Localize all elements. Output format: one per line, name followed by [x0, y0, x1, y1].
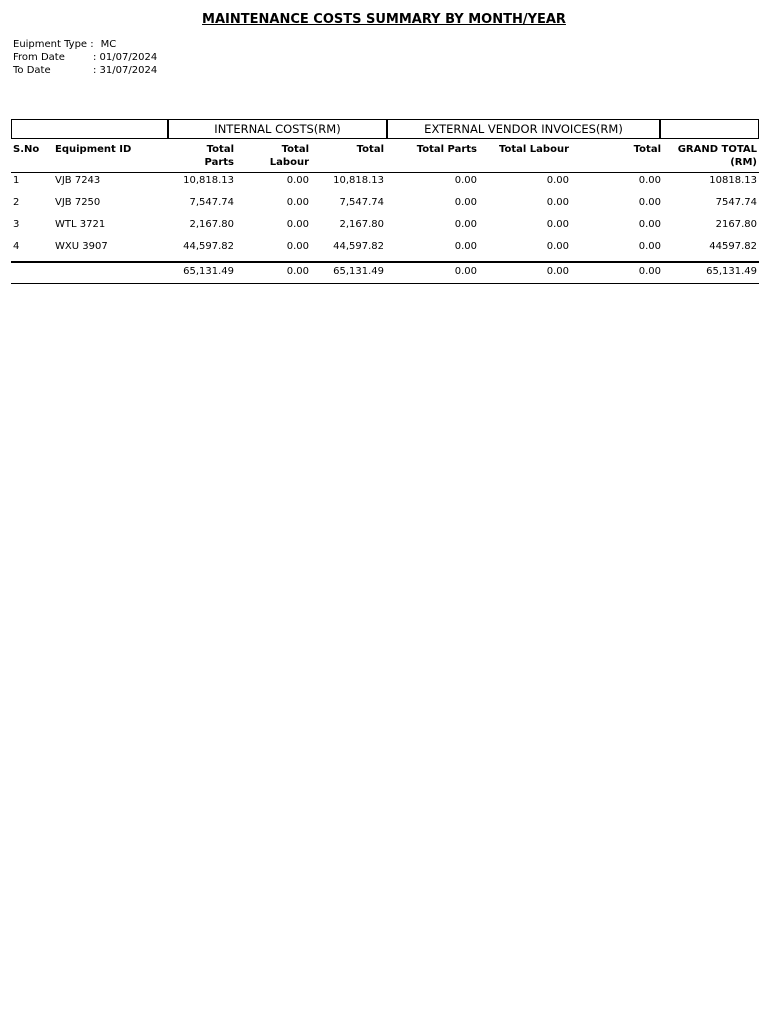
- cell-internal-labour: 0.00: [286, 175, 309, 186]
- filter-equipment-type: [13, 38, 157, 51]
- cell-grand-total: 7547.74: [715, 197, 757, 208]
- totals-row: [11, 262, 759, 284]
- cell-internal-total: 7,547.74: [339, 197, 384, 208]
- col-grand-total: GRAND TOTAL (RM): [663, 141, 759, 173]
- total-grand-total: 65,131.49: [663, 262, 759, 284]
- cost-table: [11, 141, 759, 284]
- total-internal-labour: 0.00: [236, 262, 311, 284]
- col-internal-total-labour: Total Labour: [236, 141, 311, 173]
- cell-external-total: 0.00: [638, 175, 661, 186]
- cell-grand-total: 44597.82: [709, 241, 757, 252]
- cell-external-labour: 0.00: [546, 219, 569, 230]
- cell-internal-total: 2,167.80: [339, 219, 384, 230]
- cell-internal-parts: 7,547.74: [189, 197, 234, 208]
- cell-equipment-id: WTL 3721: [55, 219, 106, 230]
- total-external-labour: 0.00: [479, 262, 571, 284]
- col-external-total: Total: [571, 141, 663, 173]
- cell-internal-total: 10,818.13: [333, 175, 384, 186]
- group-external-vendor-invoices: EXTERNAL VENDOR INVOICES(RM): [387, 119, 660, 139]
- group-internal-costs: INTERNAL COSTS(RM): [168, 119, 387, 139]
- col-equipment-id: Equipment ID: [53, 141, 168, 173]
- cell-internal-parts: 2,167.80: [189, 219, 234, 230]
- table-row: [11, 195, 759, 217]
- total-external-total: 0.00: [571, 262, 663, 284]
- from-date-value: : 01/07/2024: [93, 52, 158, 63]
- column-group-header: [11, 119, 759, 141]
- report-filters: [13, 38, 157, 77]
- cell-external-parts: 0.00: [454, 241, 477, 252]
- report-title-text: MAINTENANCE COSTS SUMMARY BY MONTH/YEAR: [202, 12, 566, 27]
- cell-external-labour: 0.00: [546, 241, 569, 252]
- group-blank-left: [11, 119, 168, 139]
- cell-external-labour: 0.00: [546, 197, 569, 208]
- cell-equipment-id: VJB 7243: [55, 175, 101, 186]
- total-external-parts: 0.00: [386, 262, 479, 284]
- col-external-total-parts: Total Parts: [386, 141, 479, 173]
- cell-sno: 1: [13, 175, 20, 186]
- col-external-total-labour: Total Labour: [479, 141, 571, 173]
- cell-sno: 2: [13, 197, 20, 208]
- cell-grand-total: 10818.13: [709, 175, 757, 186]
- from-date-label: From Date: [13, 52, 65, 63]
- cell-sno: 4: [13, 241, 20, 252]
- table-row: [11, 217, 759, 239]
- table-row: [11, 173, 759, 196]
- cell-blank: [11, 262, 53, 284]
- cell-internal-labour: 0.00: [286, 219, 309, 230]
- to-date-label: To Date: [13, 65, 51, 76]
- total-internal-total: 65,131.49: [311, 262, 386, 284]
- cell-blank: [53, 262, 168, 284]
- cell-equipment-id: VJB 7250: [55, 197, 101, 208]
- filter-from-date: [13, 51, 157, 64]
- total-internal-parts: 65,131.49: [168, 262, 236, 284]
- cell-internal-labour: 0.00: [286, 241, 309, 252]
- cost-report: [11, 119, 759, 284]
- col-internal-total: Total: [311, 141, 386, 173]
- cell-internal-labour: 0.00: [286, 197, 309, 208]
- report-title: [0, 12, 768, 27]
- cell-external-parts: 0.00: [454, 219, 477, 230]
- cell-grand-total: 2167.80: [715, 219, 757, 230]
- cell-equipment-id: WXU 3907: [55, 241, 108, 252]
- cell-internal-parts: 44,597.82: [183, 241, 234, 252]
- table-row: [11, 239, 759, 262]
- equipment-type-value: MC: [100, 39, 117, 50]
- cell-sno: 3: [13, 219, 20, 230]
- equipment-type-label: Euipment Type :: [13, 39, 94, 50]
- col-sno: S.No: [11, 141, 53, 173]
- cell-external-parts: 0.00: [454, 175, 477, 186]
- cell-internal-parts: 10,818.13: [183, 175, 234, 186]
- to-date-value: : 31/07/2024: [93, 65, 158, 76]
- filter-to-date: [13, 64, 157, 77]
- cell-external-total: 0.00: [638, 197, 661, 208]
- col-internal-total-parts: Total Parts: [168, 141, 236, 173]
- cell-external-total: 0.00: [638, 219, 661, 230]
- cell-external-total: 0.00: [638, 241, 661, 252]
- cell-external-labour: 0.00: [546, 175, 569, 186]
- group-blank-right: [660, 119, 759, 139]
- cell-external-parts: 0.00: [454, 197, 477, 208]
- cell-internal-total: 44,597.82: [333, 241, 384, 252]
- column-header-row: [11, 141, 759, 173]
